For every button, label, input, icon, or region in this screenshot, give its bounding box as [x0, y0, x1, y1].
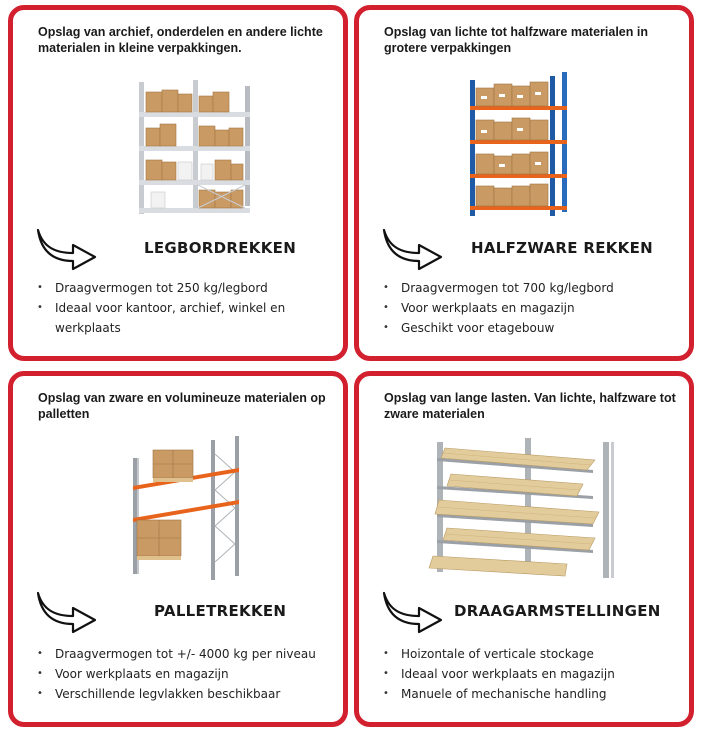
list-item: • Hoizontale of verticale stockage	[381, 644, 615, 664]
list-item: • Verschillende legvlakken beschikbaar	[35, 684, 316, 704]
card-legbordrekken	[8, 5, 348, 361]
curved-right-arrow-icon	[381, 225, 445, 271]
card-title: Opslag van lange lasten. Van lichte, halfzware tot zware materialen	[384, 391, 676, 421]
list-item: • Draagvermogen tot 700 kg/legbord	[381, 278, 614, 298]
feature-list	[381, 278, 614, 338]
list-item: • Draagvermogen tot +/- 4000 kg per niveau	[35, 644, 316, 664]
feature-list	[35, 278, 305, 338]
list-item: • Ideaal voor werkplaats en magazijn	[381, 664, 615, 684]
card-title: Opslag van archief, onderdelen en andere lichte materialen in kleine verpakkingen.	[38, 25, 323, 55]
card-heading: HALFZWARE REKKEN	[471, 239, 653, 257]
card-heading: LEGBORDREKKEN	[144, 239, 297, 257]
list-item: • Manuele of mechanische handling	[381, 684, 615, 704]
medium-duty-rack-illustration	[464, 70, 574, 220]
list-item: • Voor werkplaats en magazijn	[381, 298, 614, 318]
feature-list	[381, 644, 615, 704]
curved-right-arrow-icon	[35, 225, 99, 271]
cantilever-rack-illustration	[407, 434, 637, 584]
pallet-rack-illustration	[123, 434, 253, 582]
list-item: • Ideaal voor kantoor, archief, winkel en werkplaats	[35, 298, 305, 338]
shelving-rack-illustration	[131, 78, 261, 218]
card-halfzware-rekken	[354, 5, 694, 361]
card-title: Opslag van lichte tot halfzware materialen in grotere verpakkingen	[384, 25, 648, 55]
list-item: • Geschikt voor etagebouw	[381, 318, 614, 338]
feature-list	[35, 644, 316, 704]
list-item: • Draagvermogen tot 250 kg/legbord	[35, 278, 305, 298]
curved-right-arrow-icon	[381, 588, 445, 634]
card-heading: DRAAGARMSTELLINGEN	[454, 602, 661, 620]
curved-right-arrow-icon	[35, 588, 99, 634]
card-heading: PALLETREKKEN	[154, 602, 287, 620]
card-draagarmstellingen	[354, 371, 694, 727]
card-palletrekken	[8, 371, 348, 727]
card-title: Opslag van zware en volumineuze materialen op palletten	[38, 391, 326, 421]
list-item: • Voor werkplaats en magazijn	[35, 664, 316, 684]
